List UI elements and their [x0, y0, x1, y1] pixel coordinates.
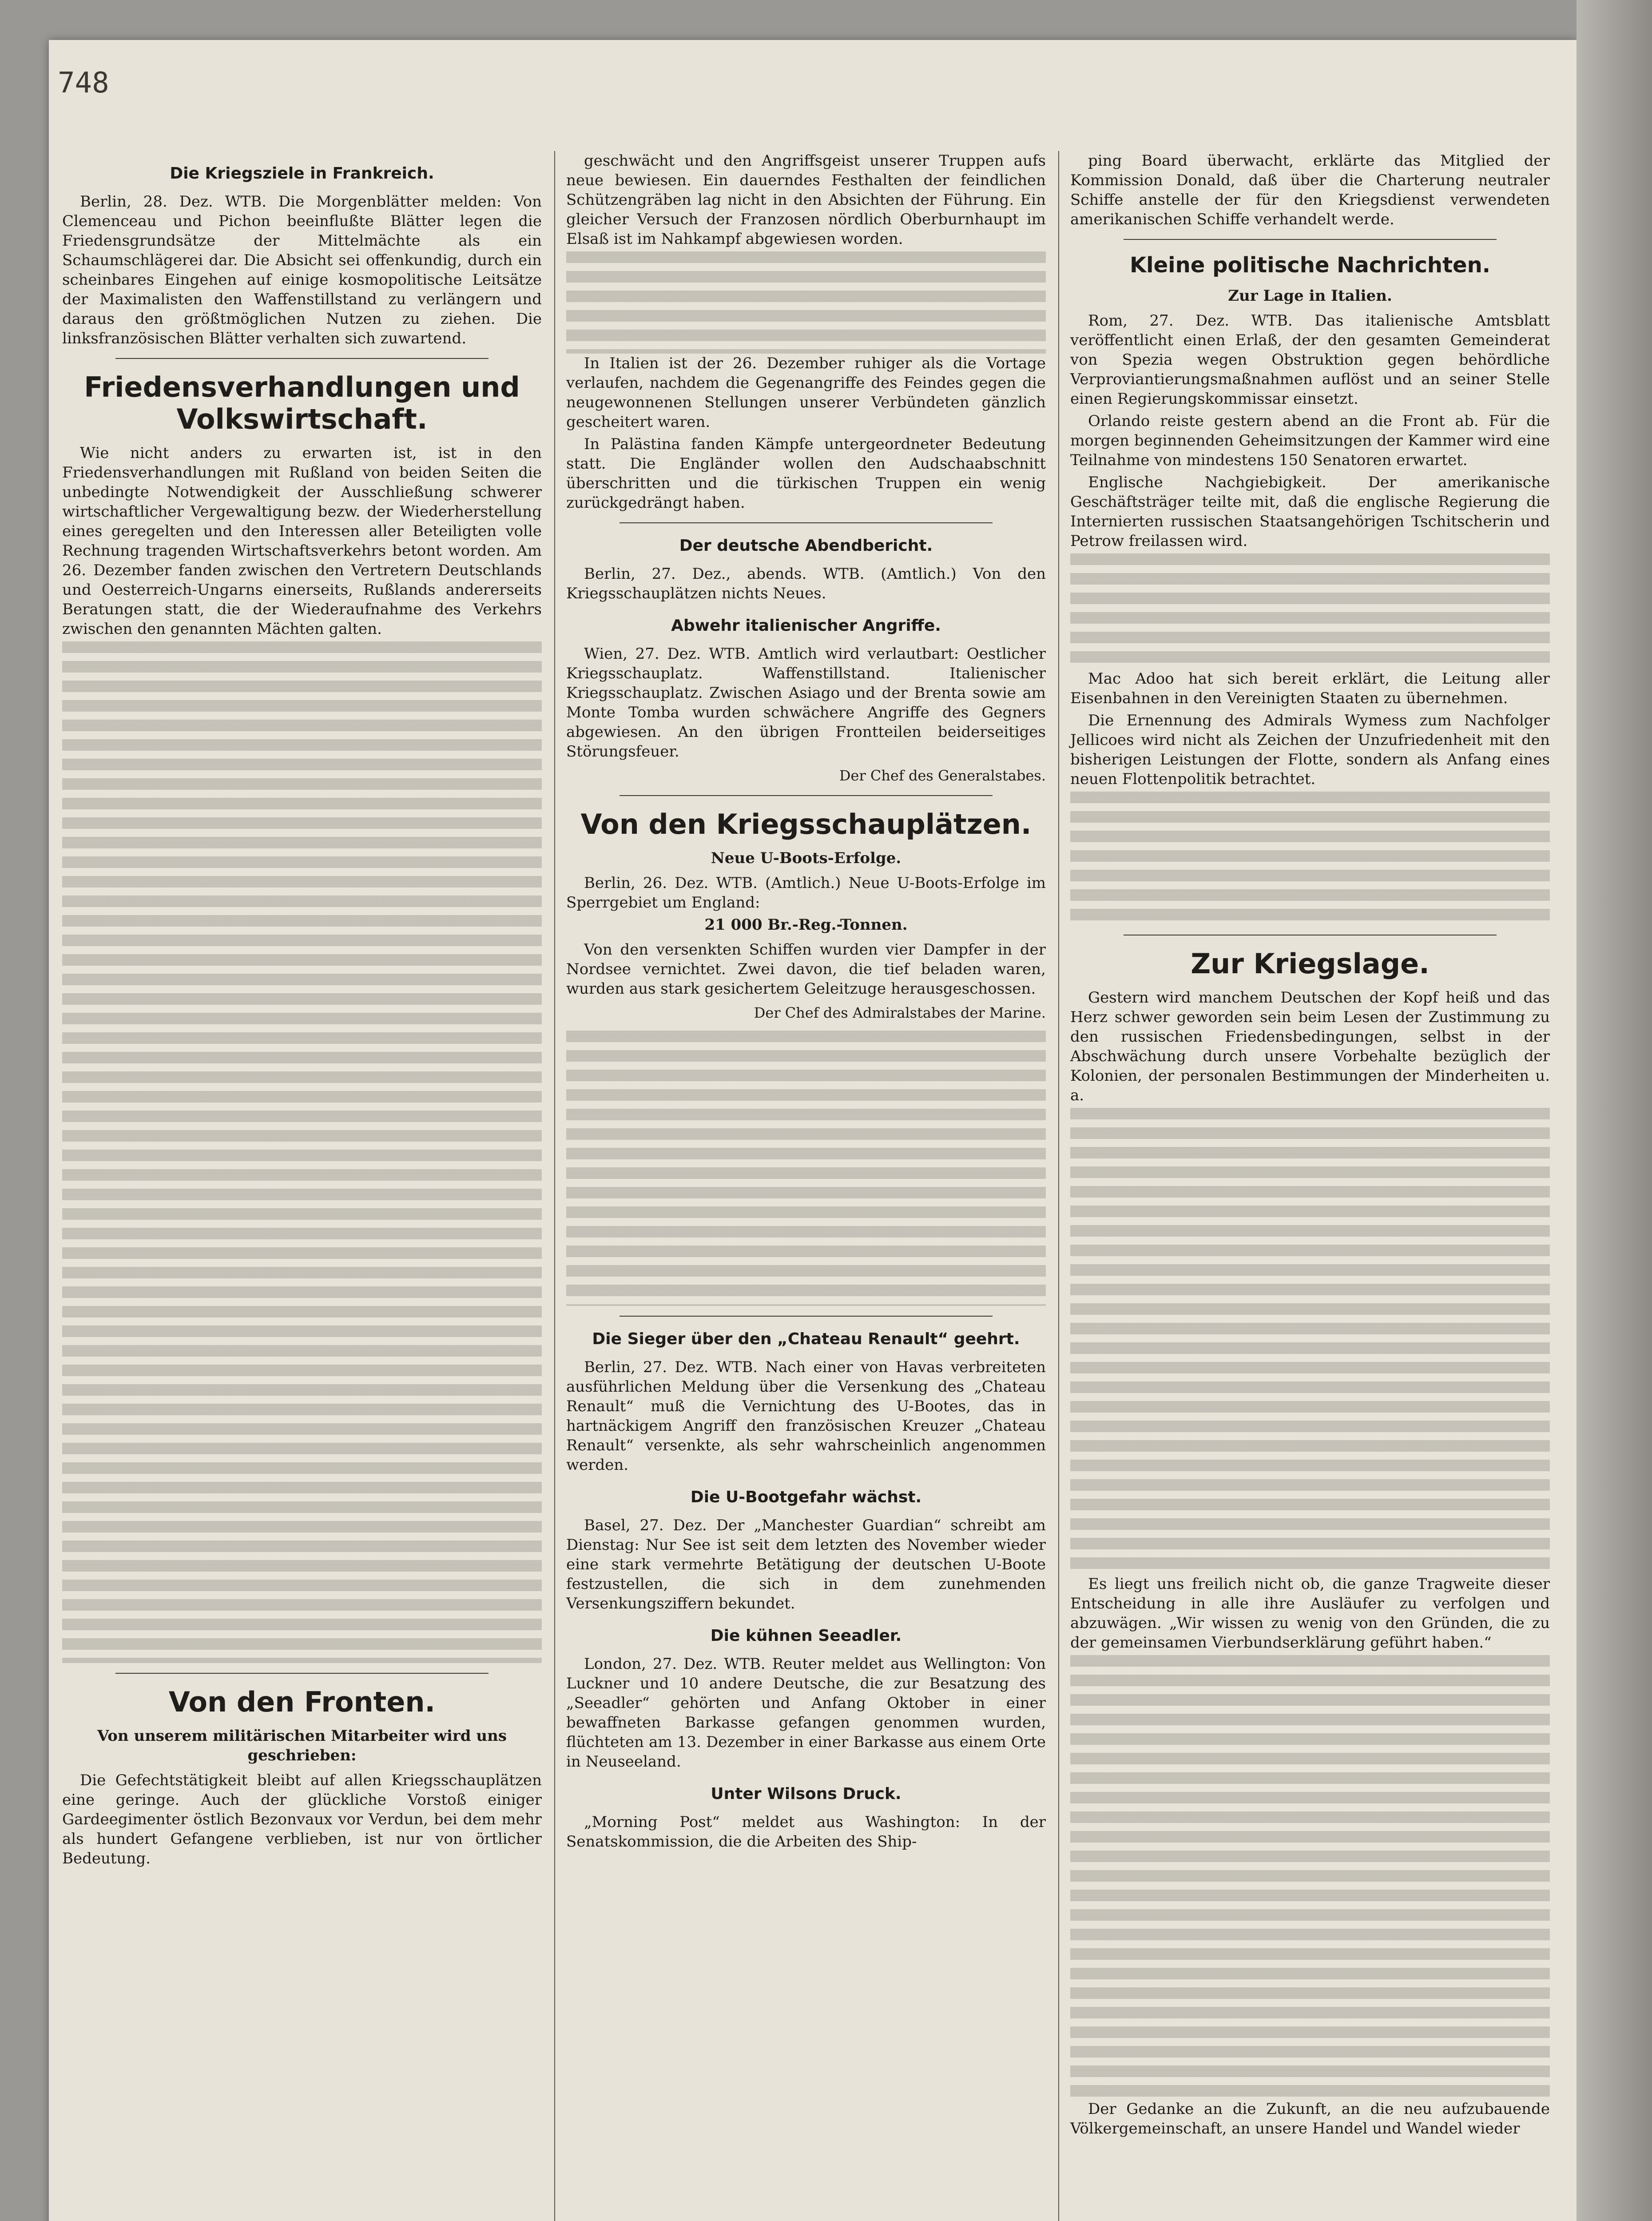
- article-heading: Zur Kriegslage.: [1191, 947, 1430, 980]
- divider: [620, 795, 993, 796]
- column-1: [62, 151, 542, 1871]
- illegible-text-block: [1070, 792, 1550, 925]
- article-heading: Der deutsche Abendbericht.: [679, 537, 933, 555]
- illegible-text-block: [62, 641, 542, 1663]
- illegible-text-block: [1070, 1655, 1550, 2099]
- divider: [620, 1316, 993, 1317]
- divider: [115, 1673, 488, 1674]
- article-heading: Von den Fronten.: [168, 1686, 436, 1718]
- article-subheading: Neue U-Boots-Erfolge.: [711, 849, 901, 867]
- illegible-text-block: [566, 251, 1046, 354]
- article-body: Gestern wird manchem Deutschen der Kopf heiß und das Herz schwer geworden sein beim Lesen der Zustimmung zu den russischen Friedensbedingungen, selbst in der Abschwächung durch unsere Vorbehalte bezüglich der Kolonien, der personalen Bestimmungen der Minderheiten u. a.: [1070, 989, 1550, 1104]
- article-heading: Die Sieger über den „Chateau Renault“ geehrt.: [592, 1330, 1020, 1348]
- article-body: Es liegt uns freilich nicht ob, die ganze Tragweite dieser Entscheidung in alle ihre Ausläufer zu verfolgen und abzuwägen. „Wir wissen zu wenig von den Gründen, die zu der gemeinsamen Vierbundserklärung geführt haben.“: [1070, 1575, 1550, 1652]
- article-heading: Die kühnen Seeadler.: [710, 1627, 902, 1645]
- article-body: Die Ernennung des Admirals Wymess zum Nachfolger Jellicoes wird nicht als Zeichen der Unzufriedenheit mit den bisherigen Leistungen der Flotte, sondern als Anfang eines neuen Flottenpolitik betrachtet.: [1070, 712, 1550, 788]
- column-rule: [554, 151, 555, 2221]
- column-rule: [1058, 151, 1059, 2221]
- article-body: geschwächt und den Angriffsgeist unserer Truppen aufs neue bewiesen. Ein dauerndes Festhalten der feindlichen Schützengräben lag nicht in den Absichten der Führung. Ein gleicher Versuch der Franzosen nördlich Oberburnhaupt im Elsaß ist im Nahkampf abgewiesen worden.: [566, 152, 1046, 248]
- illegible-text-block: [1070, 553, 1550, 669]
- article-body: London, 27. Dez. WTB. Reuter meldet aus Wellington: Von Luckner und 10 andere Deutsche, die zur Besatzung des „Seeadler“ gehörten und Anfang Oktober in einer bewaffneten Barkasse gefangen genommen wurden, flüchteten am 13. Dezember in einer Barkasse aus einem Orte in Neuseeland.: [566, 1655, 1046, 1771]
- article-heading: Die Kriegsziele in Frankreich.: [170, 164, 434, 183]
- divider: [1124, 239, 1497, 240]
- column-3: [1070, 151, 1550, 2141]
- article-body: Berlin, 27. Dez., abends. WTB. (Amtlich.) Von den Kriegsschauplätzen nichts Neues.: [566, 565, 1046, 602]
- article-body: In Palästina fanden Kämpfe untergeordneter Bedeutung statt. Die Engländer wollen den Audschaabschnitt überschritten und die türkischen Truppen ein wenig zurückgedrängt haben.: [566, 435, 1046, 512]
- article-body: Berlin, 28. Dez. WTB. Die Morgenblätter melden: Von Clemenceau und Pichon beeinflußte Blätter legen die Friedensgrundsätze der Mittelmächte als ein Schaumschlägerei dar. Die Absicht sei offenkundig, durch ein scheinbares Eingehen auf einige kosmopolitische Leitsätze der Maximalisten den Waffenstillstand zu verlängern und daraus den größtmöglichen Nutzen zu ziehen. Die linksfranzösischen Blätter verhalten sich zuwartend.: [62, 193, 542, 347]
- divider: [115, 358, 488, 359]
- article-body: Orlando reiste gestern abend an die Front ab. Für die morgen beginnenden Geheimsitzungen der Kammer wird eine Teilnahme von mindestens 150 Senatoren erwartet.: [1070, 412, 1550, 469]
- article-body: Mac Adoo hat sich bereit erklärt, die Leitung aller Eisenbahnen in den Vereinigten Staaten zu übernehmen.: [1070, 670, 1550, 707]
- article-body: Berlin, 26. Dez. WTB. (Amtlich.) Neue U-Boots-Erfolge im Sperrgebiet um England:: [566, 874, 1046, 911]
- article-body: Der Gedanke an die Zukunft, an die neu aufzubauende Völkergemeinschaft, an unsere Handel und Wandel wieder: [1070, 2100, 1550, 2137]
- article-subheading: Zur Lage in Italien.: [1228, 287, 1392, 305]
- column-2: [566, 151, 1046, 1854]
- article-body: ping Board überwacht, erklärte das Mitglied der Kommission Donald, daß über die Charterung neutraler Schiffe anstelle der für den Kriegsdienst verwendeten amerikanischen Schiffe verhandelt werde.: [1070, 152, 1550, 228]
- article-body: Die Gefechtstätigkeit bleibt auf allen Kriegsschauplätzen eine geringe. Auch der glückliche Vorstoß einiger Gardeegimenter östlich Bezonvaux vor Verdun, bei dem mehr als hundert Gefangene verblieben, ist nur von örtlicher Bedeutung.: [62, 1771, 542, 1867]
- article-body: In Italien ist der 26. Dezember ruhiger als die Vortage verlaufen, nachdem die Gegenangriffe des Feindes gegen die neugewonnenen Stellungen unserer Verbündeten gänzlich gescheitert waren.: [566, 354, 1046, 431]
- article-heading: Die U-Bootgefahr wächst.: [690, 1488, 922, 1506]
- article-body: Von den versenkten Schiffen wurden vier Dampfer in der Nordsee vernichtet. Zwei davon, die tief beladen waren, wurden aus stark gesichertem Geleitzuge herausgeschossen.: [566, 941, 1046, 998]
- article-heading: Friedensverhandlungen und Volkswirtschaft.: [84, 371, 520, 435]
- article-body: Rom, 27. Dez. WTB. Das italienische Amtsblatt veröffentlicht einen Erlaß, der den gesamten Gemeinderat von Spezia wegen Obstruktion gegen behördliche Verproviantierungsmaßnahmen auflöst und an seiner Stelle einen Regierungskommissar einsetzt.: [1070, 312, 1550, 408]
- article-body: Berlin, 27. Dez. WTB. Nach einer von Havas verbreiteten ausführlichen Meldung über die Versenkung des „Chateau Renault“ muß die Vernichtung des U-Bootes, das in hartnäckigem Angriff den französischen Kreuzer „Chateau Renault“ versenkte, als sehr wahrscheinlich angenommen werden.: [566, 1358, 1046, 1474]
- article-body: Basel, 27. Dez. Der „Manchester Guardian“ schreibt am Dienstag: Nur See ist seit dem letzten des November wieder eine stark vermehrte Betätigung der deutschen U-Boote festzustellen, die sich in dem zunehmenden Versenkungsziffern bekundet.: [566, 1516, 1046, 1612]
- divider: [620, 522, 993, 523]
- article-body: Englische Nachgiebigkeit. Der amerikanische Geschäftsträger teilte mit, daß die englische Regierung die Internierten russischen Staatsangehörigen Tschitscherin und Petrow freilassen wird.: [1070, 474, 1550, 550]
- article-heading: Abwehr italienischer Angriffe.: [671, 617, 941, 635]
- signature-line: Der Chef des Generalstabes.: [839, 767, 1046, 784]
- article-subheading: Von unserem militärischen Mitarbeiter wird uns geschrieben:: [97, 1727, 507, 1764]
- article-heading: Kleine politische Nachrichten.: [1129, 253, 1491, 278]
- article-body: Wien, 27. Dez. WTB. Amtlich wird verlautbart: Oestlicher Kriegsschauplatz. Waffenstillstand. Italienischer Kriegsschauplatz. Zwischen Asiago und der Brenta sowie am Monte Tomba wurden schwächere Angriffe des Gegners abgewiesen. An den übrigen Frontteilen beiderseitiges Störungsfeuer.: [566, 645, 1046, 760]
- illegible-text-block: [566, 1031, 1046, 1306]
- illegible-text-block: [1070, 1108, 1550, 1574]
- tonnage-figure: 21 000 Br.-Reg.-Tonnen.: [704, 916, 908, 934]
- article-heading: Von den Kriegsschauplätzen.: [580, 808, 1032, 840]
- scanner-edge: [1577, 0, 1652, 2221]
- article-body: Wie nicht anders zu erwarten ist, ist in den Friedensverhandlungen mit Rußland von beiden Seiten die unbedingte Notwendigkeit der Ausschließung schwerer wirtschaftlicher Vergewaltigung bezw. der Wiederherstellung eines geregelten und den Interessen aller Beteiligten volle Rechnung tragenden Wirtschaftsverkehrs betont worden. Am 26. Dezember fanden zwischen den Vertretern Deutschlands und Oesterreich-Ungarns einerseits, Rußlands andererseits Beratungen statt, die der Wiederaufnahme des Verkehrs zwischen den genannten Mächten galten.: [62, 444, 542, 638]
- article-body: „Morning Post“ meldet aus Washington: In der Senatskommission, die die Arbeiten des Ship-: [566, 1813, 1046, 1851]
- article-heading: Unter Wilsons Druck.: [711, 1785, 901, 1803]
- signature-line: Der Chef des Admiralstabes der Marine.: [754, 1004, 1046, 1021]
- page-number: 748: [58, 67, 109, 100]
